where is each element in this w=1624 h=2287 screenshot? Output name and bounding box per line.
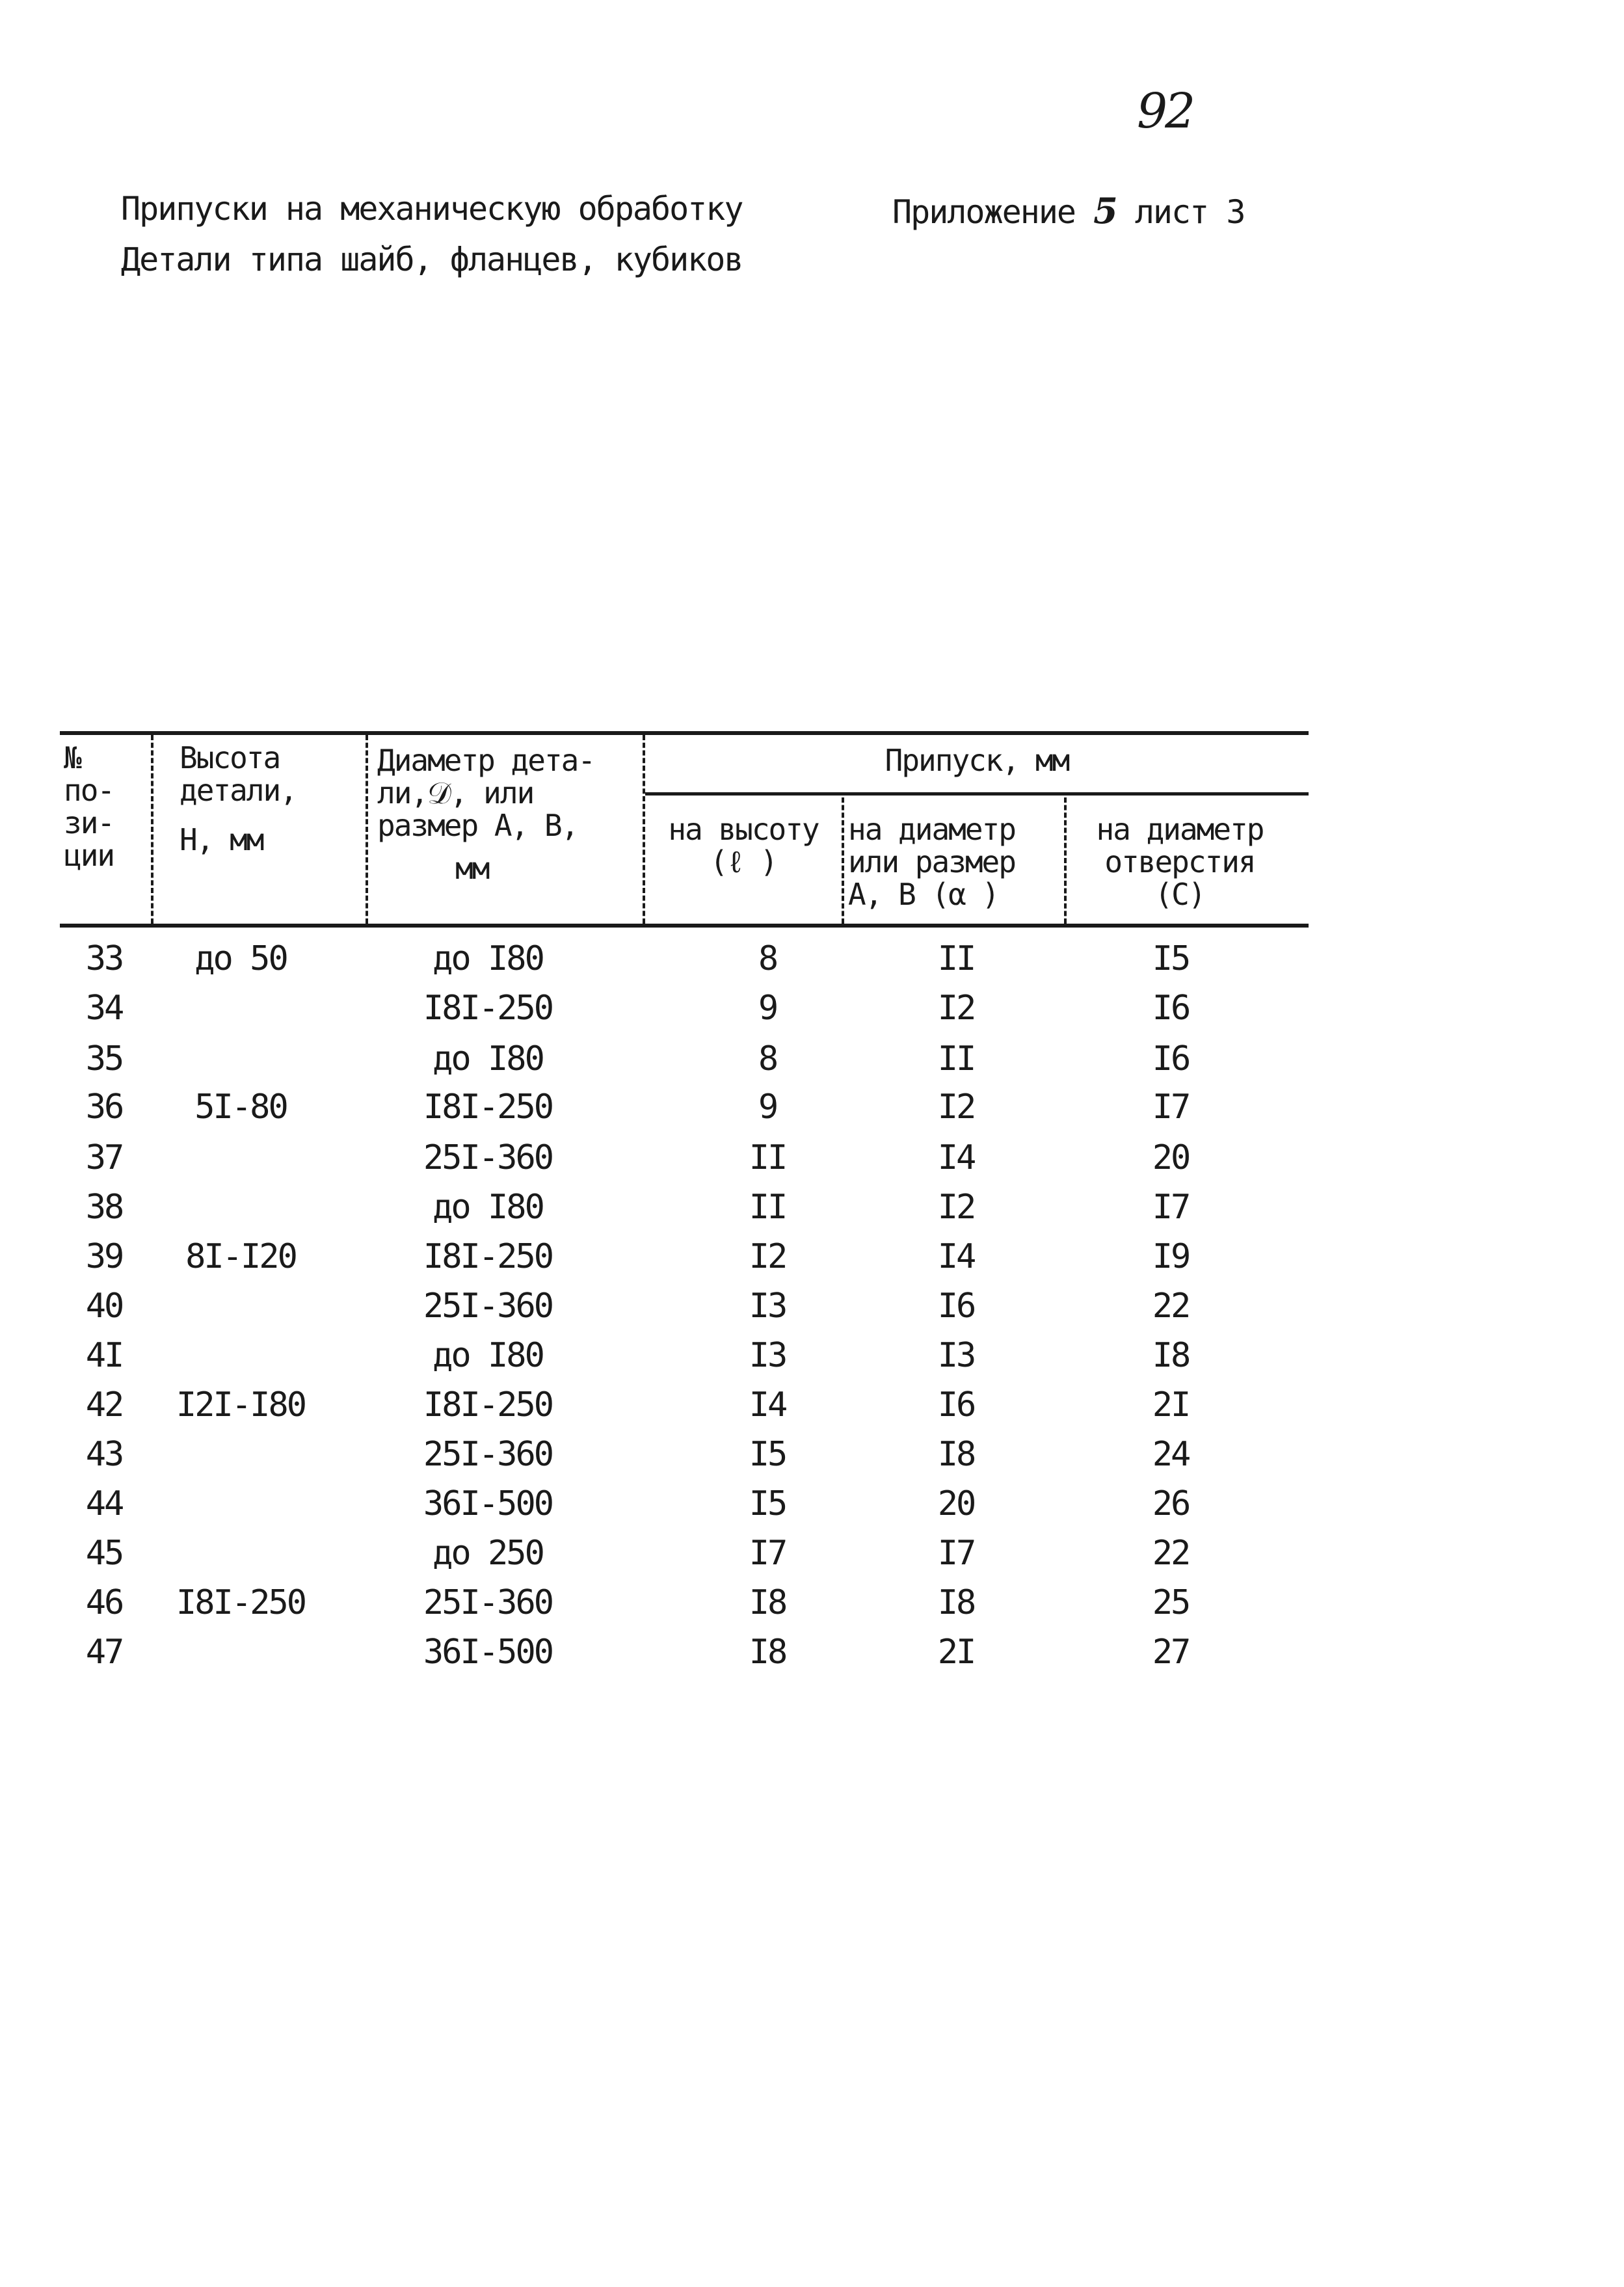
header-allowance-on-hole: на диаметр отверстия (С): [1096, 812, 1264, 912]
row-position: 45: [85, 1534, 123, 1573]
row-allowance-hole: I7: [1152, 1188, 1190, 1227]
row-height: 5I-80: [194, 1088, 287, 1127]
row-allowance-diameter: I4: [937, 1138, 975, 1177]
row-position: 43: [85, 1435, 123, 1474]
header-allowance-on-diameter: на диаметр или размер А, В (α ): [848, 812, 1015, 912]
row-diameter: 25I-360: [423, 1435, 553, 1474]
row-allowance-diameter: II: [937, 939, 975, 978]
row-allowance-diameter: I8: [937, 1583, 975, 1622]
page-number: 92: [1137, 83, 1193, 139]
header-diameter: Диаметр дета- ли,𝒟, или размер А, В, мм: [377, 743, 595, 886]
row-allowance-hole: 22: [1152, 1534, 1190, 1573]
appendix-label: Приложение: [892, 193, 1076, 231]
row-diameter: 36I-500: [423, 1484, 553, 1523]
row-allowance-hole: 22: [1152, 1287, 1190, 1326]
row-allowance-diameter: I8: [937, 1435, 975, 1474]
row-allowance-hole: I9: [1152, 1237, 1190, 1276]
table-top-rule: [60, 731, 1309, 735]
row-height: I2I-I80: [176, 1385, 306, 1424]
appendix-reference: [892, 190, 1244, 232]
row-allowance-height: I5: [749, 1484, 786, 1523]
row-diameter: I8I-250: [423, 1237, 553, 1276]
row-allowance-diameter: II: [937, 1039, 975, 1078]
row-allowance-hole: I8: [1152, 1336, 1190, 1375]
column-divider: [151, 735, 153, 924]
row-allowance-hole: 2I: [1152, 1385, 1190, 1424]
row-allowance-height: I2: [749, 1237, 786, 1276]
row-diameter: 25I-360: [423, 1138, 553, 1177]
row-allowance-height: II: [749, 1138, 786, 1177]
row-allowance-hole: I5: [1152, 939, 1190, 978]
row-allowance-height: II: [749, 1188, 786, 1227]
row-diameter: 36I-500: [423, 1633, 553, 1672]
row-position: 39: [85, 1237, 123, 1276]
row-allowance-height: I8: [749, 1583, 786, 1622]
row-position: 44: [85, 1484, 123, 1523]
row-position: 34: [85, 989, 123, 1028]
row-allowance-height: I7: [749, 1534, 786, 1573]
row-allowance-hole: I6: [1152, 989, 1190, 1028]
row-allowance-height: I4: [749, 1385, 786, 1424]
row-allowance-diameter: I2: [937, 989, 975, 1028]
appendix-number: 5: [1093, 190, 1117, 232]
table-header-bottom-rule: [60, 924, 1309, 928]
row-position: 4I: [85, 1336, 123, 1375]
header-allowance-group: Припуск, мм: [885, 743, 1069, 778]
row-allowance-diameter: I7: [937, 1534, 975, 1573]
row-allowance-diameter: I6: [937, 1287, 975, 1326]
row-position: 33: [85, 939, 123, 978]
row-allowance-hole: I6: [1152, 1039, 1190, 1078]
header-height: Высота детали, Н, мм: [180, 740, 297, 857]
row-allowance-height: 8: [758, 1039, 777, 1078]
header-allowance-on-height: на высоту (ℓ ): [668, 812, 819, 879]
row-allowance-hole: 26: [1152, 1484, 1190, 1523]
row-allowance-hole: 25: [1152, 1583, 1190, 1622]
sheet-label: лист 3: [1134, 193, 1245, 231]
row-diameter: 25I-360: [423, 1287, 553, 1326]
row-position: 46: [85, 1583, 123, 1622]
row-diameter: до 250: [433, 1534, 543, 1573]
row-allowance-hole: I7: [1152, 1088, 1190, 1127]
row-allowance-hole: 27: [1152, 1633, 1190, 1672]
row-height: I8I-250: [176, 1583, 306, 1622]
row-allowance-diameter: I6: [937, 1385, 975, 1424]
column-divider: [366, 735, 368, 924]
row-position: 37: [85, 1138, 123, 1177]
row-position: 38: [85, 1188, 123, 1227]
row-allowance-diameter: 20: [937, 1484, 975, 1523]
row-allowance-height: I3: [749, 1336, 786, 1375]
row-diameter: I8I-250: [423, 1385, 553, 1424]
row-diameter: I8I-250: [423, 1088, 553, 1127]
row-position: 35: [85, 1039, 123, 1078]
column-divider: [842, 797, 844, 924]
row-allowance-hole: 20: [1152, 1138, 1190, 1177]
row-allowance-diameter: 2I: [937, 1633, 975, 1672]
row-height: до 50: [194, 939, 287, 978]
row-allowance-height: I3: [749, 1287, 786, 1326]
row-position: 36: [85, 1088, 123, 1127]
row-allowance-height: I8: [749, 1633, 786, 1672]
document-subtitle: Детали типа шайб, фланцев, кубиков: [121, 241, 743, 278]
row-diameter: до I80: [433, 1039, 543, 1078]
row-allowance-hole: 24: [1152, 1435, 1190, 1474]
row-allowance-height: 9: [758, 989, 777, 1028]
row-allowance-diameter: I2: [937, 1188, 975, 1227]
header-position: № по- зи- ции: [64, 740, 114, 873]
row-position: 42: [85, 1385, 123, 1424]
row-allowance-height: I5: [749, 1435, 786, 1474]
row-height: 8I-I20: [185, 1237, 296, 1276]
row-allowance-diameter: I3: [937, 1336, 975, 1375]
row-position: 47: [85, 1633, 123, 1672]
row-position: 40: [85, 1287, 123, 1326]
row-allowance-diameter: I2: [937, 1088, 975, 1127]
row-diameter: 25I-360: [423, 1583, 553, 1622]
row-allowance-diameter: I4: [937, 1237, 975, 1276]
row-allowance-height: 8: [758, 939, 777, 978]
row-allowance-height: 9: [758, 1088, 777, 1127]
row-diameter: до I80: [433, 1188, 543, 1227]
row-diameter: до I80: [433, 939, 543, 978]
column-divider: [1064, 797, 1067, 924]
allowance-group-rule: [645, 792, 1309, 796]
document-title: Припуски на механическую обработку: [121, 190, 743, 228]
row-diameter: до I80: [433, 1336, 543, 1375]
row-diameter: I8I-250: [423, 989, 553, 1028]
